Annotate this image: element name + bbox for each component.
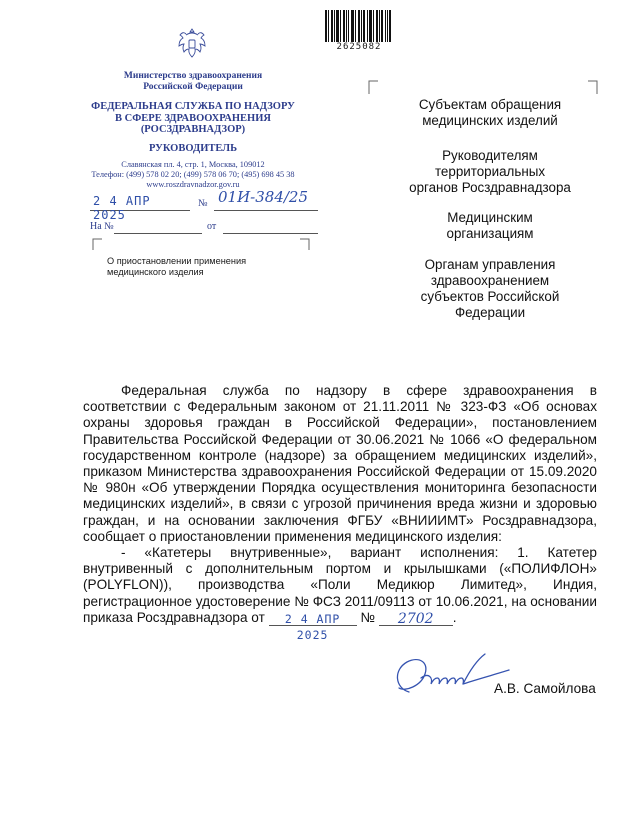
addressee-line: Органам управления — [424, 257, 556, 272]
registration-number: 01И-384/25 — [218, 188, 309, 206]
order-date-stamp: 2 4 АПР 2025 — [284, 612, 341, 643]
from-label: от — [207, 221, 217, 232]
subject — [107, 256, 307, 278]
addressee-2 — [380, 148, 600, 196]
order-number-field — [379, 611, 453, 626]
addressee-line: органов Росздравнадзора — [409, 180, 571, 195]
subject-corner-marks — [92, 238, 310, 250]
body-paragraph-2 — [83, 545, 597, 643]
addressee-line: субъектов Российской — [420, 289, 560, 304]
date-stamp: 2 4 АПР 2025 — [93, 194, 151, 222]
addressee-line: территориальных — [434, 164, 546, 179]
addressee-line: Субъектам обращения — [418, 97, 562, 112]
date-field — [90, 193, 190, 222]
ministry-line2: Российской Федерации — [143, 82, 243, 92]
service-line2: В СФЕРЕ ЗДРАВООХРАНЕНИЯ — [115, 112, 271, 124]
addressee-line: здравоохранением — [430, 273, 550, 288]
address-block — [70, 160, 316, 190]
ministry-name — [90, 71, 296, 93]
signatory-name: А.В. Самойлова — [494, 681, 596, 696]
barcode — [325, 10, 391, 42]
barcode-number: 2625082 — [336, 42, 382, 52]
subject-line2: медицинского изделия — [107, 267, 204, 277]
order-date-field — [269, 611, 357, 643]
address-phones: Телефон: (499) 578 02 20; (499) 578 06 70; (495) 698 45 38 — [91, 170, 295, 179]
registration-row — [90, 188, 320, 222]
order-end: . — [452, 609, 457, 625]
addressee-4 — [380, 257, 600, 321]
ref-date-field — [223, 219, 318, 234]
addressee-line: Федерации — [454, 305, 526, 320]
body-paragraph-1: Федеральная служба по надзору в сфере здравоохранения в соответствии с Федеральным законом от 21.11.2011 № 323-ФЗ «Об основах охраны здоровья граждан в Российской Федерации», постановлением Правительства Российской Федерации от 30.06.2021 № 1066 «О федеральном государственном контроле (надзоре) за обращением медицинских изделий», приказом Министерства здравоохранения Российской Федерации от 15.09.2020 № 980н «Об утверждении Порядка осуществления мониторинга безопасности медицинских изделий», в связи с угрозой причинения вреда жизни и здоровью граждан, и на основании заключения ФГБУ «ВНИИИМТ» Росздравнадзора, сообщает о приостановлении применения медицинского изделия: — [83, 383, 597, 544]
ministry-line1: Министерство здравоохранения — [123, 71, 263, 81]
addressee-line: Медицинским — [447, 210, 533, 225]
product-description: - «Катетеры внутривенные», вариант исполнения: 1. Катетер внутривенный с дополнительным портом и крылышками («ПОЛИФЛОН» (POLYFLON)), производства «Поли Медикюр Лимитед», Индия, регистрационное удостоверение № ФСЗ 2011/09113 от 10.06.2021, на основании приказа Росздравнадзора от — [83, 545, 597, 625]
addressee-line: Руководителям — [442, 148, 538, 163]
addressee-3 — [380, 210, 600, 242]
service-line1: ФЕДЕРАЛЬНАЯ СЛУЖБА ПО НАДЗОРУ — [91, 101, 295, 112]
subject-line1: О приостановлении применения — [107, 256, 247, 266]
order-number-label: № — [360, 609, 375, 625]
order-number: 2702 — [397, 611, 434, 628]
addressee-corner-marks — [368, 80, 598, 94]
handwritten-signature — [385, 648, 510, 706]
head-title: РУКОВОДИТЕЛЬ — [148, 143, 238, 154]
ref-label: На № — [90, 221, 114, 232]
service-line3: (РОСЗДРАВНАДЗОР) — [140, 124, 246, 135]
addressee-line: организациям — [446, 226, 534, 241]
reference-row — [90, 219, 320, 235]
address-line1: Славянская пл. 4, стр. 1, Москва, 109012 — [121, 160, 265, 169]
number-field — [214, 188, 318, 211]
addressee-1 — [380, 97, 600, 129]
ref-number-field — [114, 219, 202, 234]
double-headed-eagle-emblem-icon — [177, 26, 207, 62]
service-name — [78, 101, 308, 136]
website: www.roszdravnadzor.gov.ru — [146, 180, 240, 189]
number-label: № — [198, 198, 208, 209]
addressee-line: медицинских изделий — [422, 113, 558, 128]
